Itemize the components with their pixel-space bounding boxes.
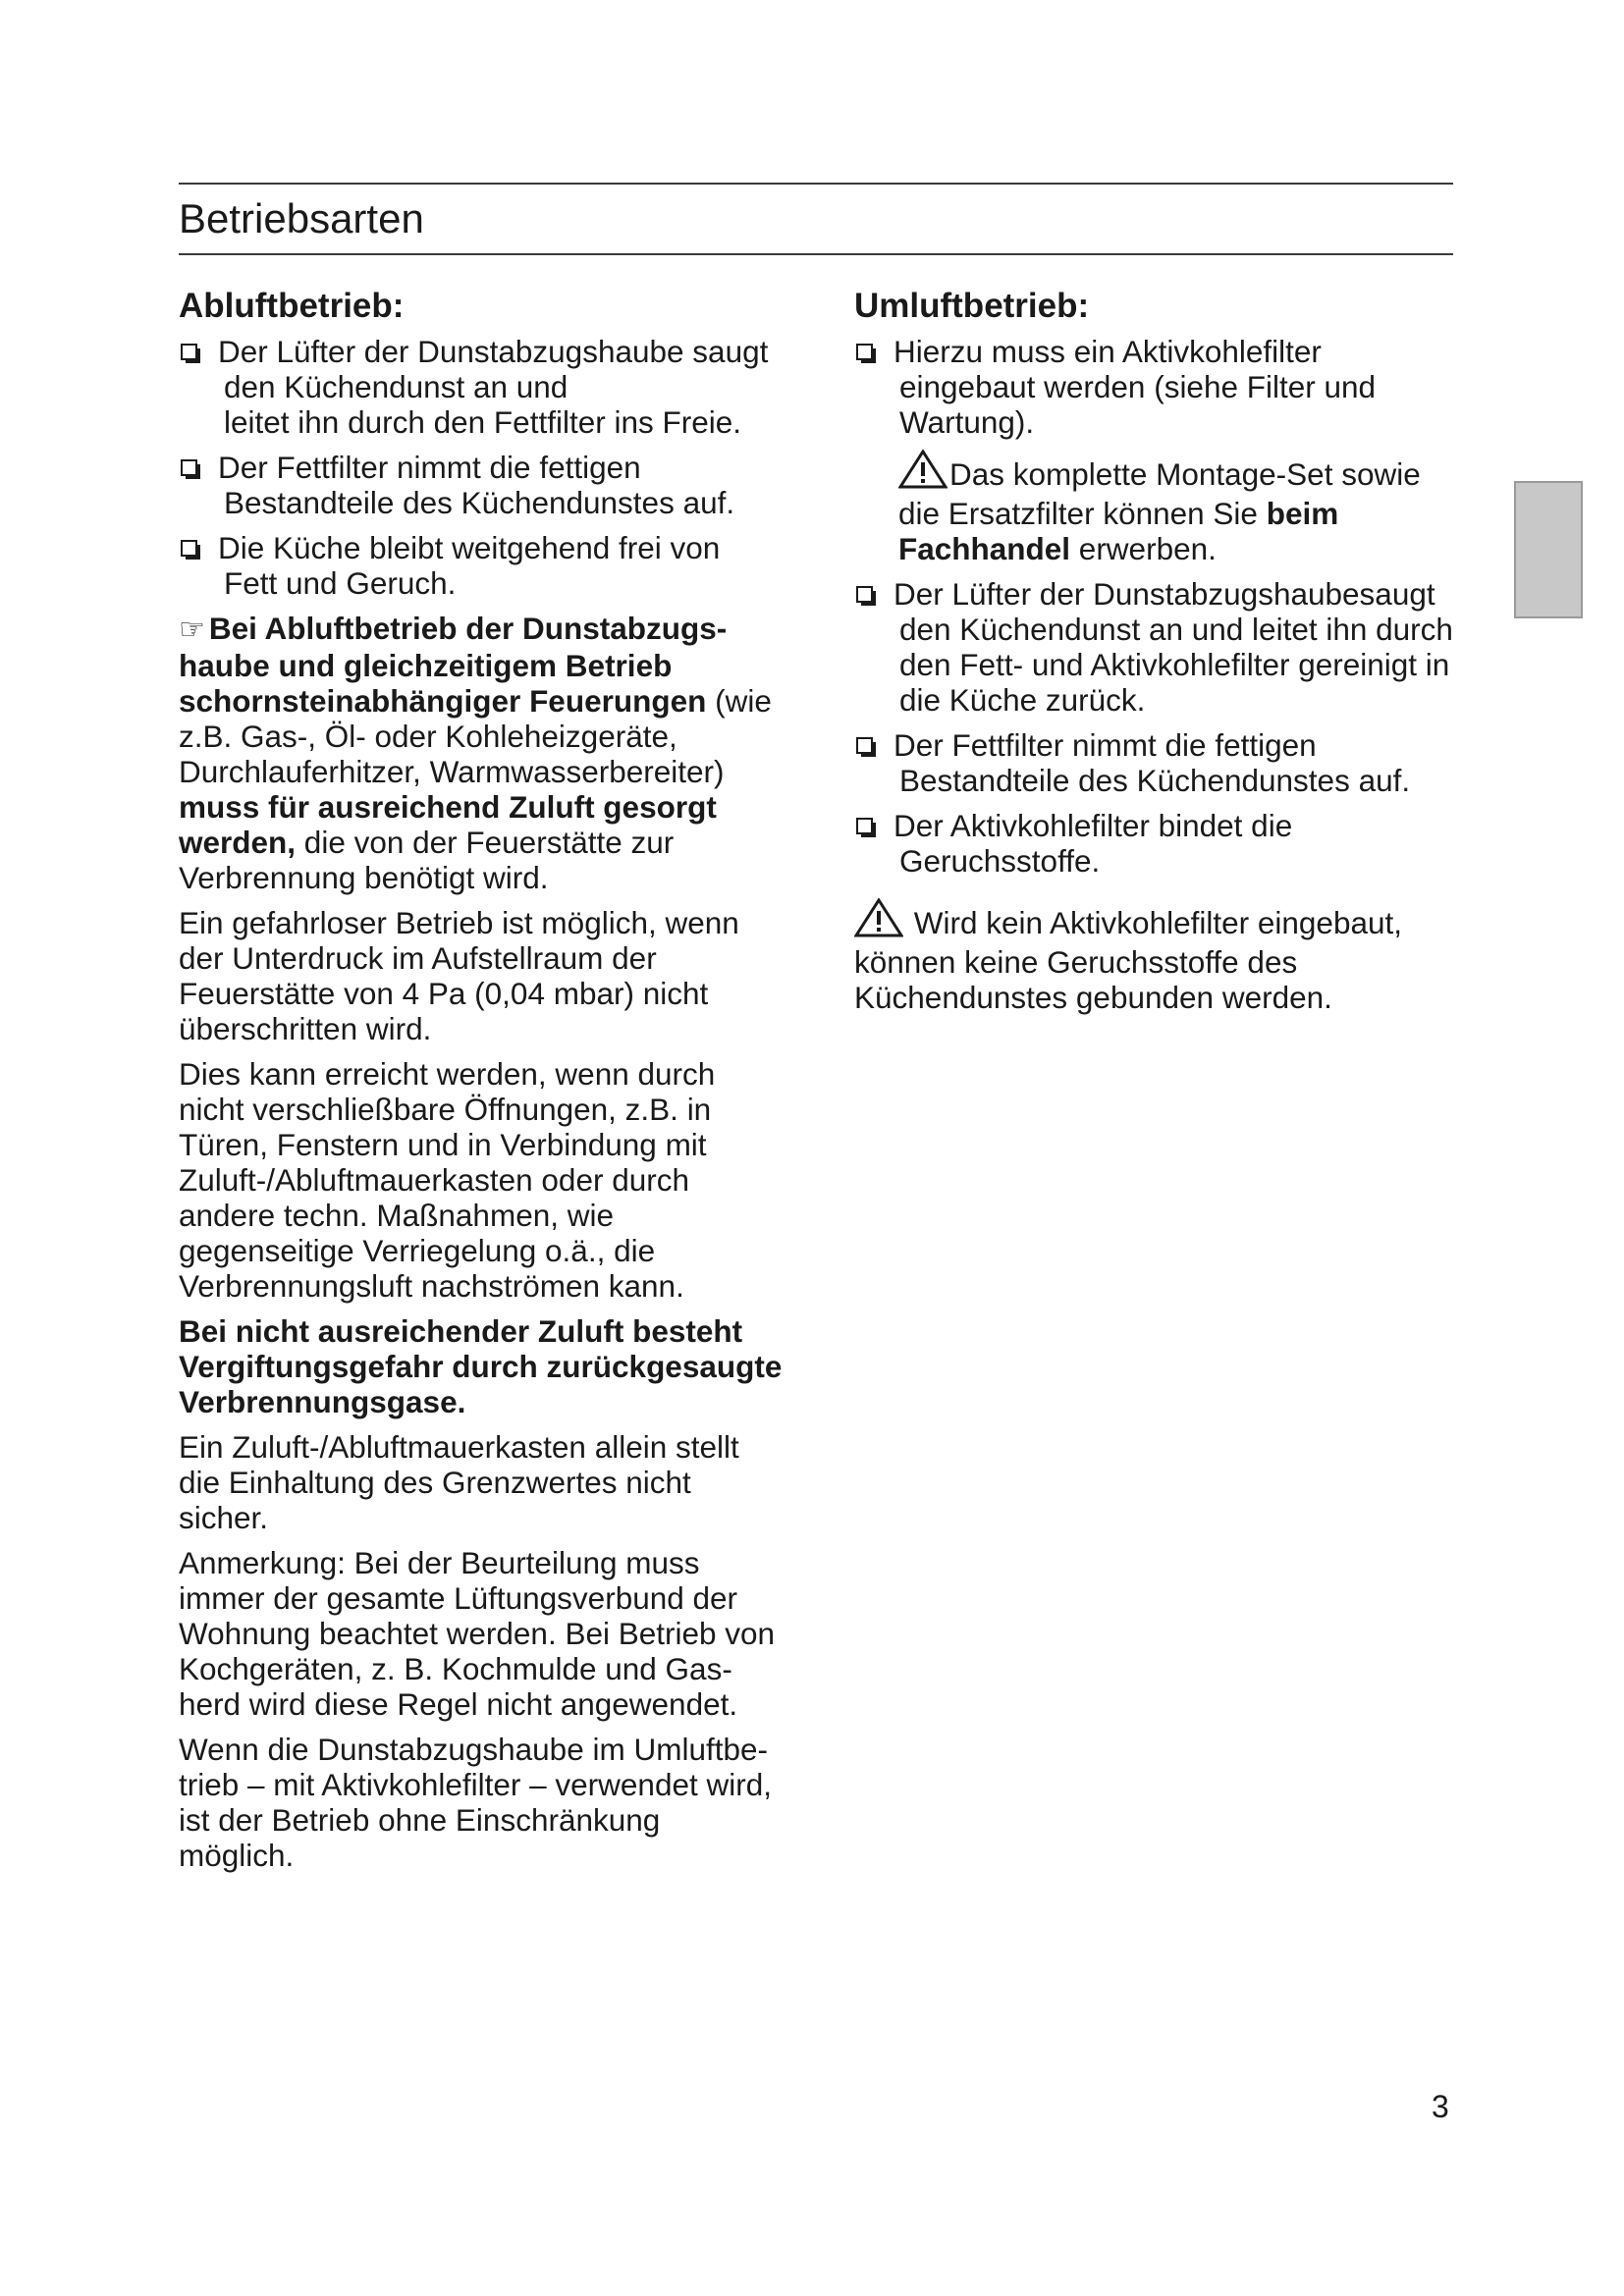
page-number: 3 (1432, 2089, 1449, 2124)
header-rule-bottom (179, 253, 1453, 255)
checkbox-bullet-icon (181, 459, 197, 476)
warning-triangle-icon (854, 898, 903, 944)
umluft-bullet-2: Der Lüfter der Dunstabzugshaubesaugt den Küchendunst an und leitet ihn durch den Fett- und Aktivkohlefilter gereinigt in die Küche zurück. (854, 576, 1463, 718)
checkbox-bullet-icon (856, 586, 873, 603)
abluft-paragraph-2: Dies kann erreicht werden, wenn durch nicht verschließbare Öffnungen, z.B. in Türen, Fenstern und in Verbindung mit Zuluft-/Abluftmauerkasten oder durch andere techn. Maßnahmen, wie gegenseitige Verriegelung o.ä., die Verbrennungsluft nachströmen kann. (179, 1056, 716, 1304)
abluft-paragraph-4: Anmerkung: Bei der Beurteilung muss immer der gesamte Lüftungsverbund der Wohnung beachtet werden. Bei Betrieb von Kochgeräten, z. B. Kochmulde und Gas- herd wird diese Regel nicht angewendet. (179, 1545, 776, 1722)
abluft-warning: Bei nicht ausreichender Zuluft besteht Vergiftungsgefahr durch zurückgesaugte Verbrennungsgase. (179, 1313, 783, 1419)
chapter-tab-marker (1514, 481, 1583, 618)
page-title: Betriebsarten (179, 195, 424, 241)
umluft-bullet-4: Der Aktivkohlefilter bindet die Geruchsstoffe. (854, 808, 1463, 879)
checkbox-bullet-icon (856, 737, 873, 754)
abluft-paragraph-5: Wenn die Dunstabzugshaube im Umluftbe- trieb – mit Aktivkohlefilter – verwendet wird, ist der Betrieb ohne Einschränkung möglich. (179, 1732, 772, 1873)
checkbox-bullet-icon (181, 540, 197, 557)
right-column (854, 285, 1463, 1025)
abluft-note: ☞ Bei Abluftbetrieb der Dunstabzugs- haube und gleichzeitigem Betrieb schornsteinabhängiger Feuerungen (wie z.B. Gas-, Öl- oder Kohleheizgeräte, Durchlauferhitzer, Warmwasserbereiter) muss für ausreichend Zuluft gesorgt werden, die von der Feuerstätte zur Verbrennung benötigt wird. (179, 611, 772, 895)
abluft-bullet-3: Die Küche bleibt weitgehend frei von Fett und Geruch. (179, 530, 787, 601)
abluft-bullet-2: Der Fettfilter nimmt die fettigen Bestandteile des Küchendunstes auf. (179, 450, 787, 520)
left-column (179, 285, 787, 1883)
umluft-bullet-3: Der Fettfilter nimmt die fettigen Bestandteile des Küchendunstes auf. (854, 727, 1463, 798)
umluft-bullet-1: Hierzu muss ein Aktivkohlefilter eingebaut werden (siehe Filter und Wartung). (854, 334, 1463, 440)
warning-triangle-icon (898, 450, 947, 496)
abluft-heading: Abluftbetrieb: (179, 287, 405, 325)
abluft-bullet-1: Der Lüfter der Dunstabzugshaube saugt den Küchendunst an und leitet ihn durch den Fettfilter ins Freie. (179, 334, 787, 440)
umluft-warning-montage-set: Das komplette Montage-Set sowie die Ersatzfilter können Sie beim Fachhandel erwerben. (898, 450, 1463, 566)
header-rule-top (179, 183, 1453, 185)
checkbox-bullet-icon (181, 344, 197, 360)
abluft-paragraph-1: Ein gefahrloser Betrieb ist möglich, wenn der Unterdruck im Aufstellraum der Feuerstätte von 4 Pa (0,04 mbar) nicht überschritten wird. (179, 905, 739, 1046)
pointing-hand-icon: ☞ (179, 614, 205, 646)
umluft-warning-no-filter: Wird kein Aktivkohlefilter eingebaut, können keine Geruchsstoffe des Küchendunstes gebunden werden. (854, 898, 1463, 1015)
umluft-heading: Umluftbetrieb: (854, 287, 1090, 325)
checkbox-bullet-icon (856, 818, 873, 834)
checkbox-bullet-icon (856, 344, 873, 360)
abluft-paragraph-3: Ein Zuluft-/Abluftmauerkasten allein stellt die Einhaltung des Grenzwertes nicht sicher. (179, 1429, 739, 1535)
